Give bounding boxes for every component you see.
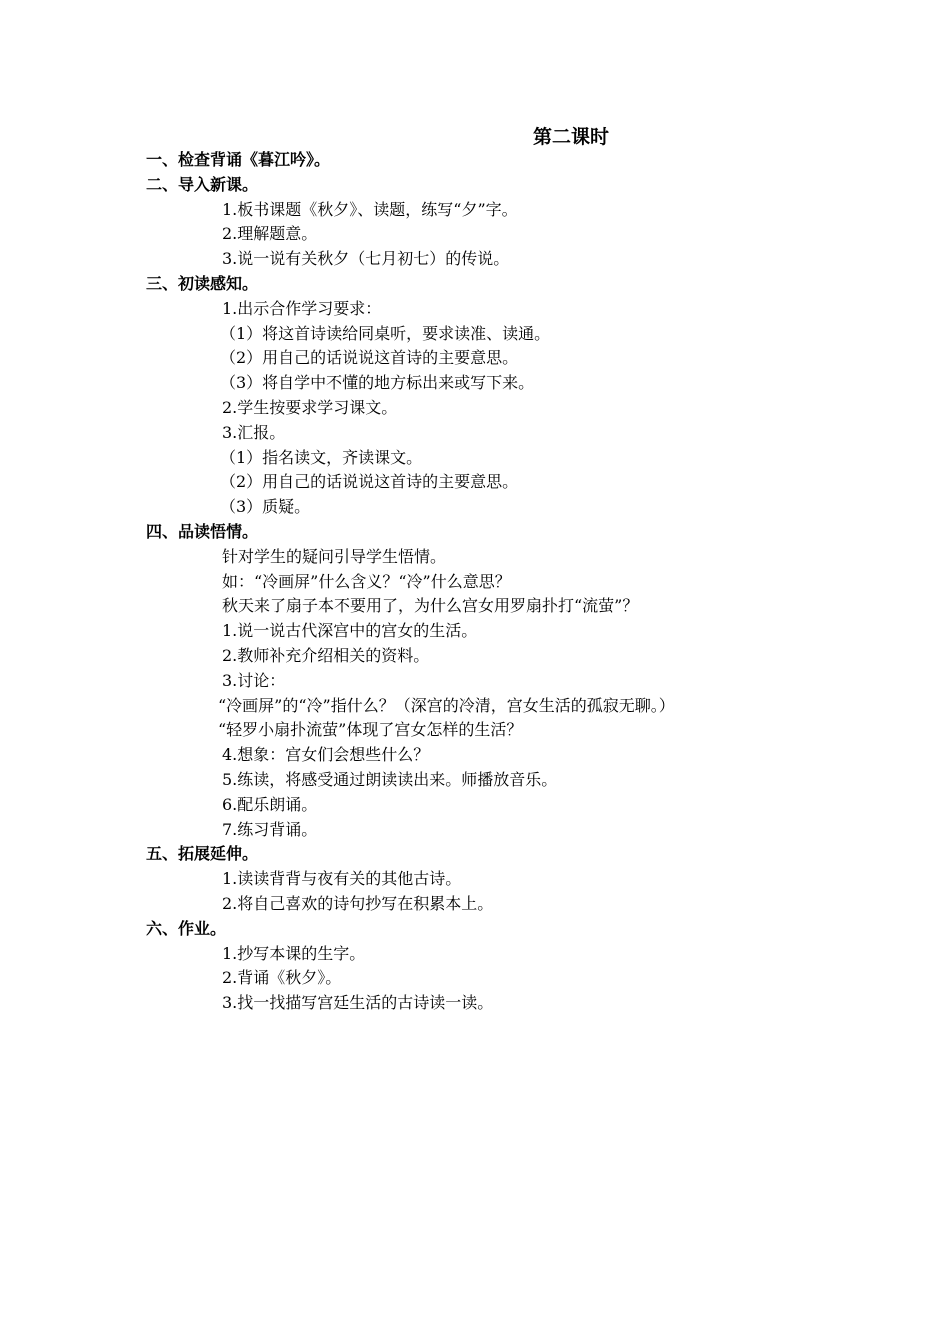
page-title: 第二课时 xyxy=(532,126,609,148)
section-line: （1）将这首诗读给同桌听，要求读准、读通。 xyxy=(220,323,551,343)
section-line: “轻罗小扇扑流萤”体现了宫女怎样的生活？ xyxy=(218,720,523,740)
section-line: 如：“冷画屏”什么含义？“冷”什么意思？ xyxy=(222,571,511,591)
section-line: 7.练习背诵。 xyxy=(222,819,318,839)
section-line: （3）质疑。 xyxy=(220,497,311,517)
section-line: 2.学生按要求学习课文。 xyxy=(222,397,398,417)
section-line: （2）用自己的话说说这首诗的主要意思。 xyxy=(220,348,519,368)
section-line: （3）将自学中不懂的地方标出来或写下来。 xyxy=(220,373,535,393)
section-heading: 一、检查背诵《暮江吟》。 xyxy=(146,150,331,169)
section-line: 3.讨论： xyxy=(222,670,286,690)
section-line: 4.想象：宫女们会想些什么？ xyxy=(222,745,430,765)
section-heading: 二、导入新课。 xyxy=(146,174,259,194)
section-line: （2）用自己的话说说这首诗的主要意思。 xyxy=(220,472,519,492)
section-line: 2.背诵《秋夕》。 xyxy=(222,968,342,988)
section-line: 2.教师补充介绍相关的资料。 xyxy=(222,645,430,665)
section-line: 3.找一找描写宫廷生活的古诗读一读。 xyxy=(222,993,494,1013)
section-line: 3.说一说有关秋夕（七月初七）的传说。 xyxy=(222,249,510,269)
section-line: 1.板书课题《秋夕》、读题，练写“夕”字。 xyxy=(222,199,518,219)
section-line: 2.理解题意。 xyxy=(222,224,318,244)
section-line: 5.练读，将感受通过朗读读出来。师播放音乐。 xyxy=(222,769,558,789)
section-line: 6.配乐朗诵。 xyxy=(222,794,318,814)
section-line: 秋天来了扇子本不要用了，为什么宫女用罗扇扑打“流萤”？ xyxy=(222,596,639,616)
section-heading: 五、拓展延伸。 xyxy=(146,844,259,864)
section-heading: 六、作业。 xyxy=(146,918,227,938)
section-line: 3.汇报。 xyxy=(222,422,286,442)
section-line: 2.将自己喜欢的诗句抄写在积累本上。 xyxy=(222,893,494,913)
section-line: （1）指名读文，齐读课文。 xyxy=(220,447,423,467)
document-body xyxy=(146,148,926,1016)
section-line: 针对学生的疑问引导学生悟情。 xyxy=(222,546,447,566)
section-line: 1.说一说古代深宫中的宫女的生活。 xyxy=(222,621,478,641)
section-line: “冷画屏”的“冷”指什么？（深宫的冷清，宫女生活的孤寂无聊。） xyxy=(218,695,675,715)
section-heading: 三、初读感知。 xyxy=(146,273,259,293)
section-line: 1.读读背背与夜有关的其他古诗。 xyxy=(222,869,462,889)
section-line: 1.抄写本课的生字。 xyxy=(222,943,366,963)
section-line: 1.出示合作学习要求： xyxy=(222,298,382,318)
section-heading: 四、品读悟情。 xyxy=(146,521,259,541)
